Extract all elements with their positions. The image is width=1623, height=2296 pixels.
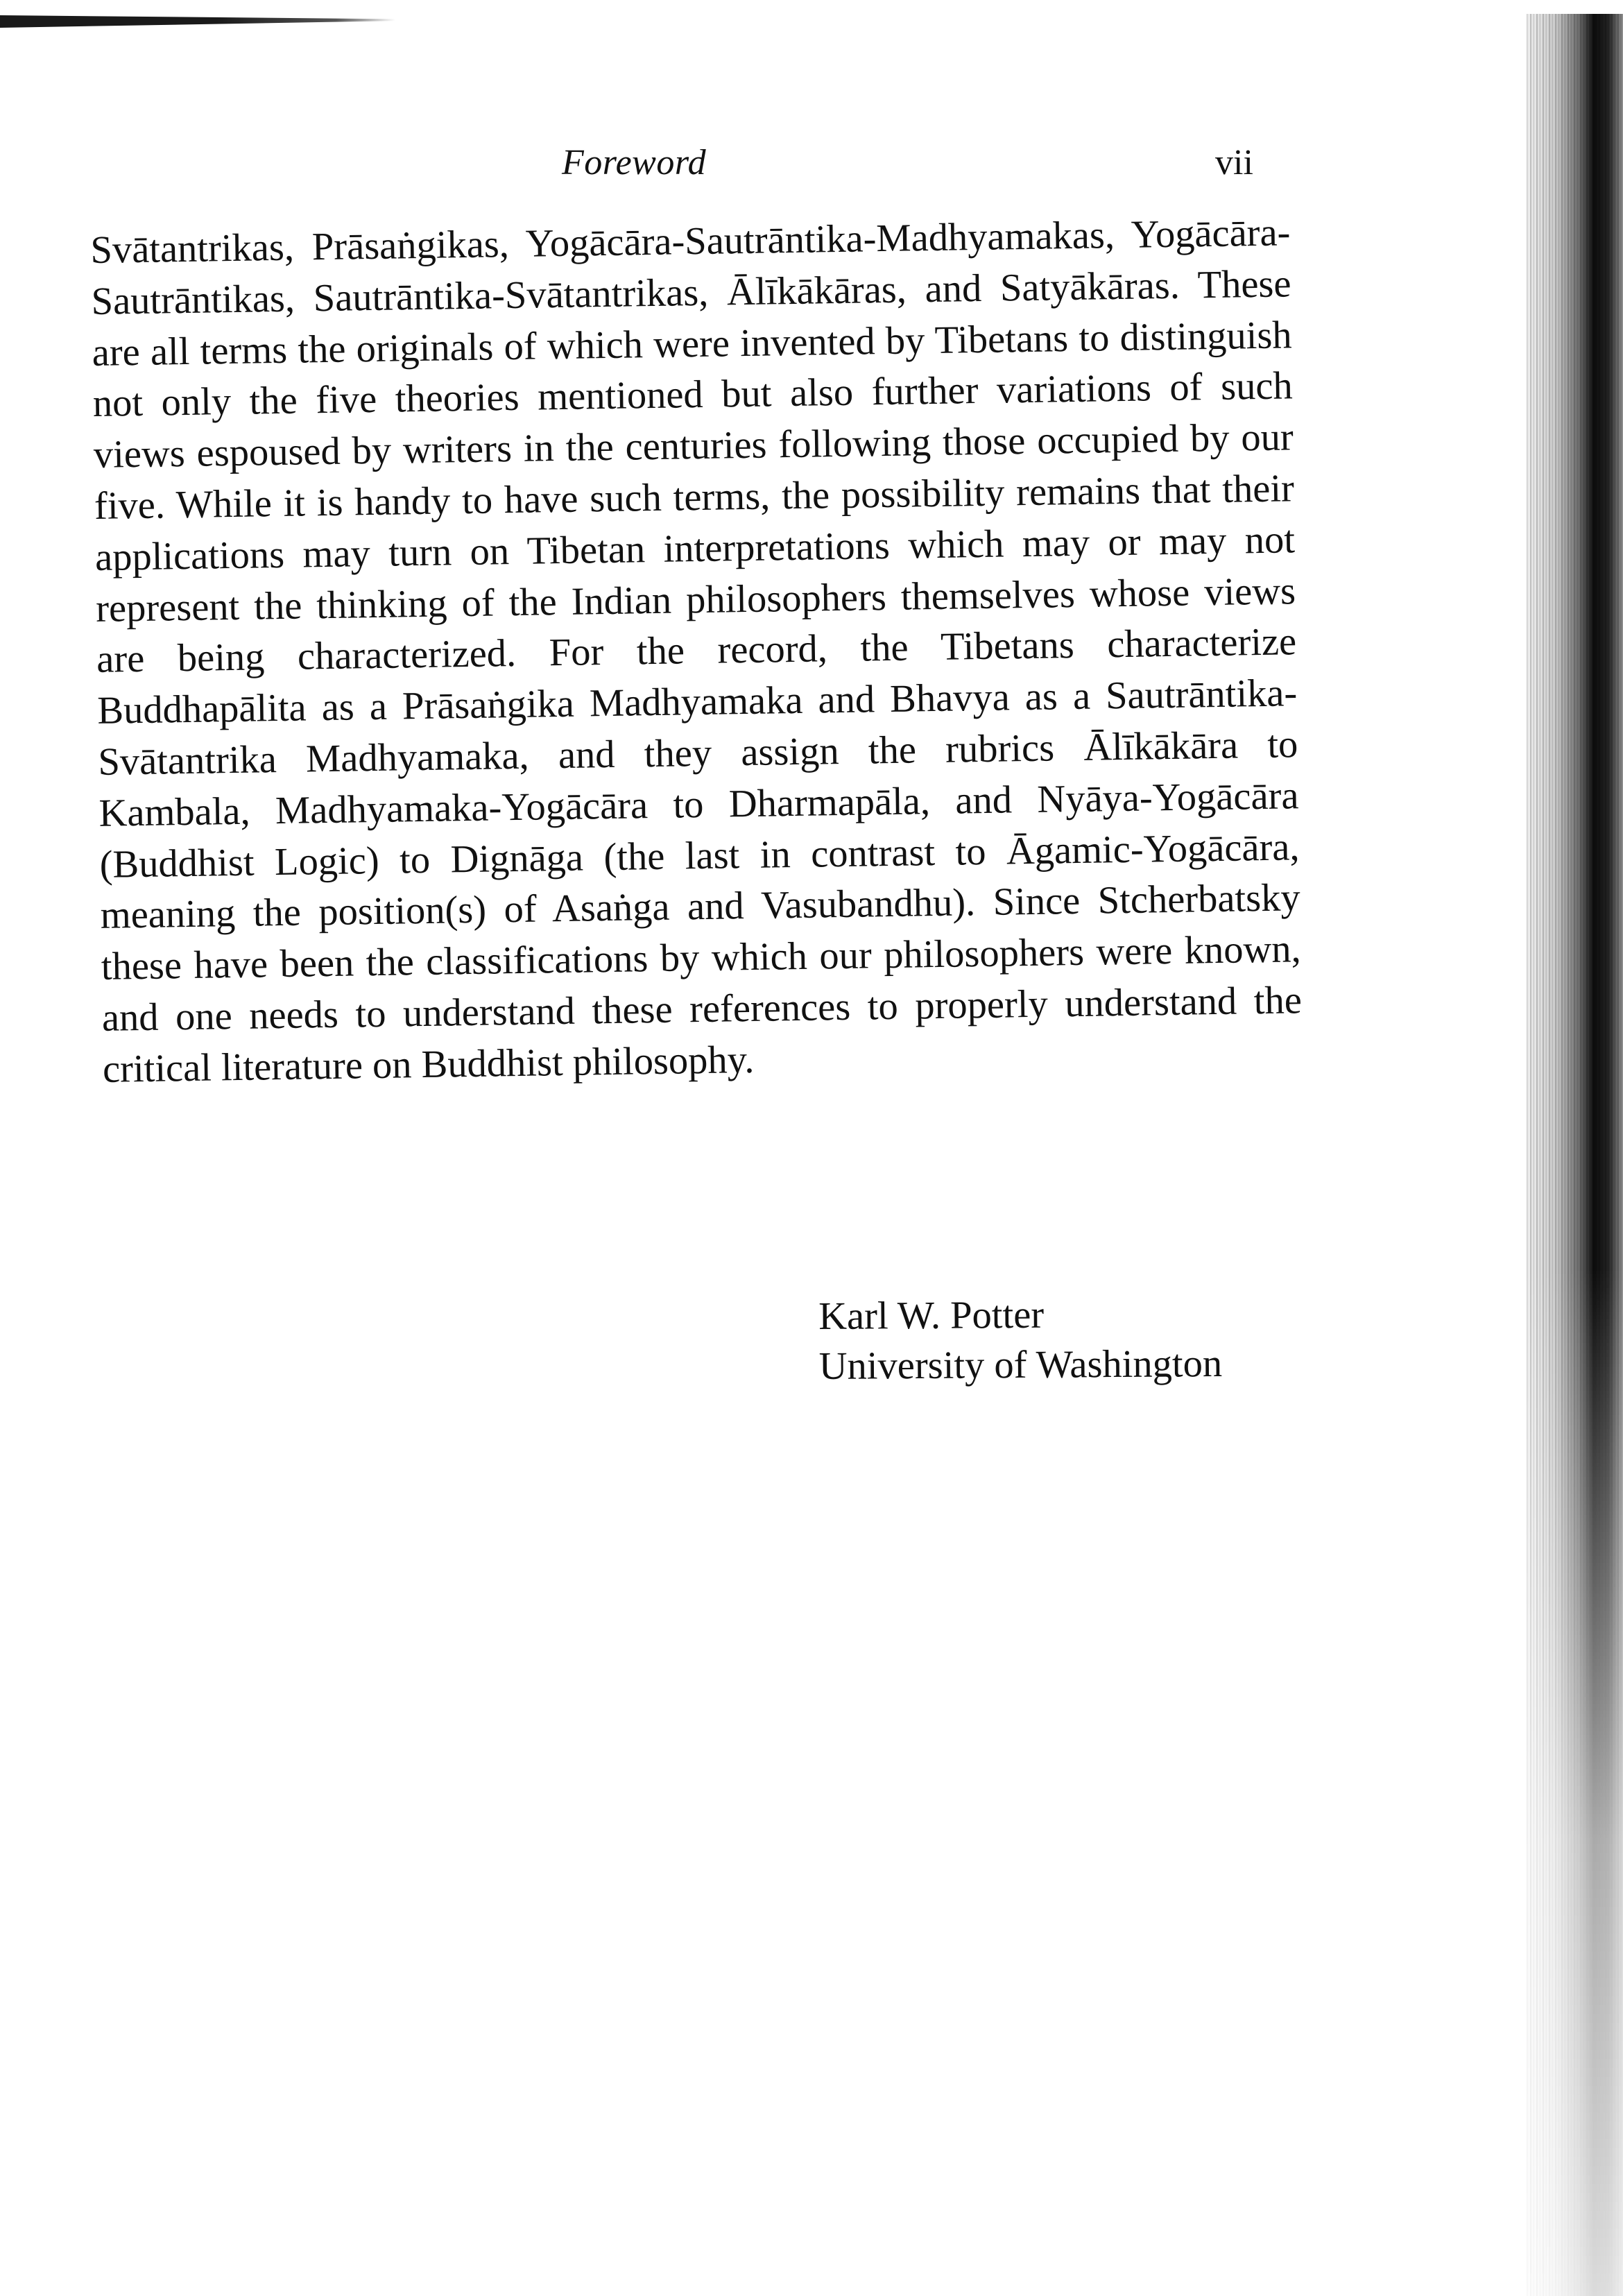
author-affiliation: University of Washington: [818, 1342, 1223, 1388]
signature-block: [818, 1289, 1222, 1391]
running-title: Foreword: [562, 143, 707, 182]
top-scan-rule: [0, 15, 395, 28]
book-gutter-shadow: [1526, 14, 1623, 2296]
body-paragraph: Svātantrikas, Prāsaṅgikas, Yogācāra-Sautrāntika-Madhyamakas, Yogācāra-Sautrāntikas, Sautrāntika-Svātantrikas, Ālīkākāras, and Satyākāras. These are all terms the originals of which were invented by Tibetans to distinguish not only the five theories mentioned but also further variations of such views espoused by writers in the centuries following those occupied by our five. While it is handy to have such terms, the possibility remains that their applications may turn on Tibetan interpretations which may or may not represent the thinking of the Indian philosophers themselves whose views are being characterized. For the record, the Tibetans characterize Buddhapālita as a Prāsaṅgika Madhyamaka and Bhavya as a Sautrāntika-Svātantrika Madhyamaka, and they assign the rubrics Ālīkākāra to Kambala, Madhyamaka-Yogācāra to Dharmapāla, and Nyāya-Yogācāra (Buddhist Logic) to Dignāga (the last in contrast to Āgamic-Yogācāra, meaning the position(s) of Asaṅga and Vasubandhu). Since Stcherbatsky these have been the classifications by which our philosophers were known, and one needs to understand these references to properly understand the critical literature on Buddhist philosophy.: [90, 211, 1303, 1091]
page-number: vii: [1215, 143, 1253, 182]
page-header: [0, 142, 1623, 198]
author-name: Karl W. Potter: [818, 1293, 1045, 1338]
